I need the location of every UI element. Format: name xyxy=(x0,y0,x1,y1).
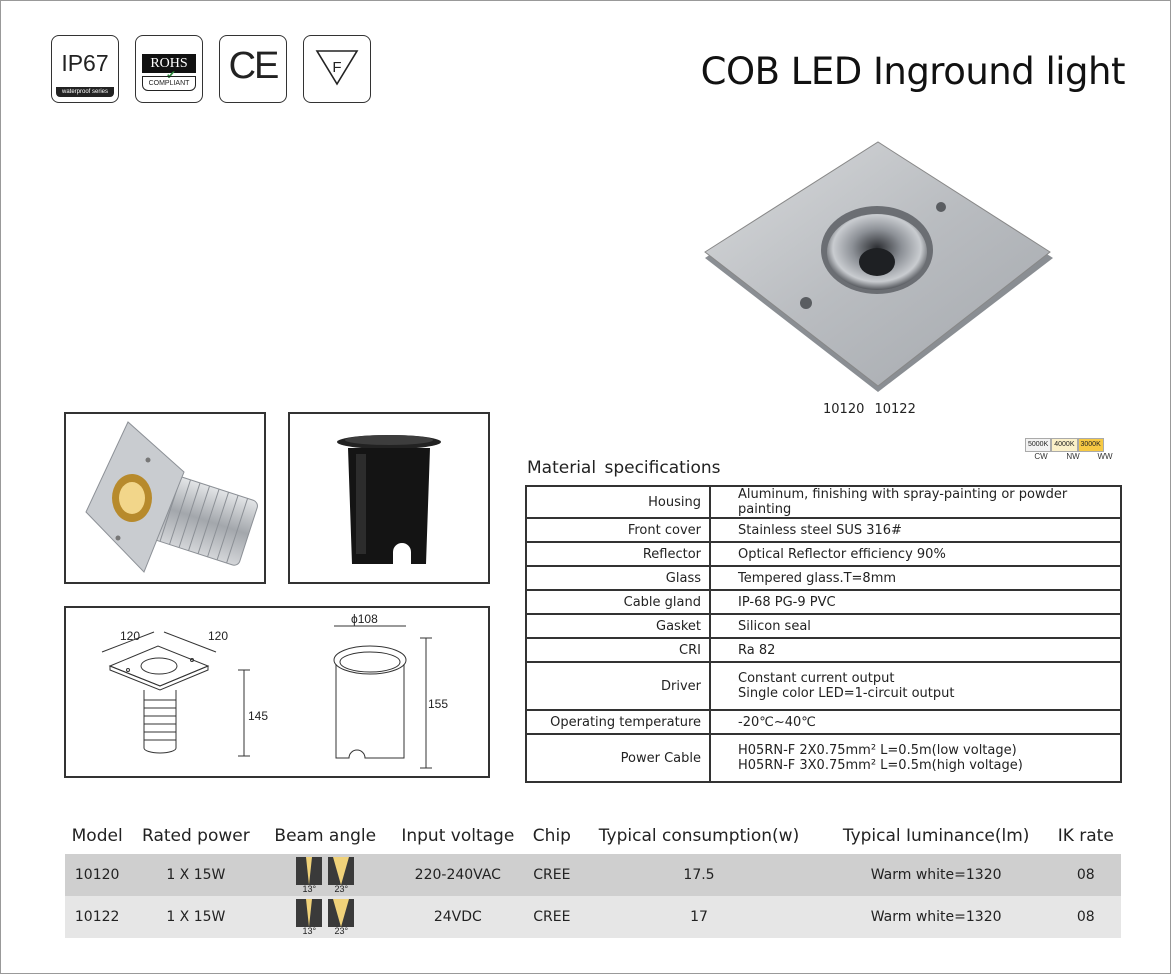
ip-rating-text: IP67 xyxy=(61,50,109,76)
dim-diameter-label: ϕ108 xyxy=(351,612,378,626)
spec-value xyxy=(710,710,1121,734)
spec-value-line: Optical Reflector efficiency 90% xyxy=(738,546,946,562)
spec-value-line: IP-68 PG-9 PVC xyxy=(738,594,836,610)
ip67-badge xyxy=(51,35,119,103)
product-image xyxy=(700,140,1060,400)
beam-label-narrow: 13° xyxy=(302,883,317,894)
spec-value-line: Tempered glass.T=8mm xyxy=(738,570,897,586)
spec-value xyxy=(710,662,1121,710)
model-cell: 10122 xyxy=(65,896,129,938)
ce-badge xyxy=(219,35,287,103)
beam-cell xyxy=(262,854,388,896)
cct-legend xyxy=(1025,438,1121,461)
beam-label-narrow: 13° xyxy=(302,925,317,936)
consumption-cell: 17 xyxy=(576,896,822,938)
page-title: COB LED Inground light xyxy=(700,50,1125,93)
cct-chip-ww: 3000K xyxy=(1078,438,1104,452)
dim-height-label: 145 xyxy=(248,709,269,723)
spec-row xyxy=(526,486,1121,518)
rohs-badge xyxy=(135,35,203,103)
spec-row xyxy=(526,614,1121,638)
product-model-caption: 10120 10122 xyxy=(823,402,916,417)
model-table xyxy=(65,818,1121,938)
spec-value xyxy=(710,486,1121,518)
model-cell: 10120 xyxy=(65,854,129,896)
spec-row xyxy=(526,518,1121,542)
spec-row xyxy=(526,638,1121,662)
cct-label-nw: NW xyxy=(1066,452,1080,461)
f-mark-icon xyxy=(304,36,372,104)
spec-value xyxy=(710,638,1121,662)
spec-key: Front cover xyxy=(526,518,710,542)
spec-row xyxy=(526,566,1121,590)
spec-value xyxy=(710,590,1121,614)
beam-narrow-icon xyxy=(296,857,322,885)
cct-chip-cw: 5000K xyxy=(1025,438,1051,452)
chip-cell: CREE xyxy=(528,896,577,938)
spec-value-line: H05RN-F 2X0.75mm² L=0.5m(low voltage) xyxy=(738,743,1017,758)
dim-depth-label: 120 xyxy=(208,629,229,643)
spec-key: Reflector xyxy=(526,542,710,566)
spec-value-line: Constant current output xyxy=(738,671,895,686)
cct-label-ww: WW xyxy=(1097,452,1113,461)
rohs-text: ROHS xyxy=(142,54,196,73)
spec-value xyxy=(710,566,1121,590)
spec-value-line: Ra 82 xyxy=(738,642,776,658)
ik-cell: 08 xyxy=(1050,896,1121,938)
spec-key: Driver xyxy=(526,662,710,710)
check-icon: ✔ xyxy=(166,68,177,82)
dimension-drawing xyxy=(64,606,490,778)
power-cell: 1 X 15W xyxy=(129,854,262,896)
spec-value xyxy=(710,542,1121,566)
spec-key: Gasket xyxy=(526,614,710,638)
spec-row xyxy=(526,662,1121,710)
col-beam-angle: Beam angle xyxy=(274,826,377,846)
voltage-cell: 24VDC xyxy=(388,896,527,938)
consumption-cell: 17.5 xyxy=(576,854,822,896)
fixture-side-illustration xyxy=(66,414,264,582)
spec-value xyxy=(710,614,1121,638)
col-luminance: Typical Iuminance(lm) xyxy=(842,826,1030,846)
side-view-image xyxy=(64,412,266,584)
spec-value xyxy=(710,734,1121,782)
beam-label-wide: 23° xyxy=(334,883,349,894)
cct-label-cw: CW xyxy=(1034,452,1048,461)
spec-value-line: Stainless steel SUS 316# xyxy=(738,522,902,538)
spec-key: Operating temperature xyxy=(526,710,710,734)
luminance-cell: Warm white=1320 xyxy=(822,896,1051,938)
sleeve-illustration xyxy=(290,414,488,582)
spec-key: Cable gland xyxy=(526,590,710,614)
col-ik-rate: IK rate xyxy=(1057,826,1114,846)
col-chip: Chip xyxy=(532,826,571,846)
spec-row xyxy=(526,590,1121,614)
ik-cell: 08 xyxy=(1050,854,1121,896)
spec-value-line: -20℃~40℃ xyxy=(738,714,816,730)
col-consumption: Typical consumption(w) xyxy=(598,826,800,846)
spec-key: Power Cable xyxy=(526,734,710,782)
beam-cell xyxy=(262,896,388,938)
ip-sub-text: waterproof series xyxy=(56,87,114,97)
dimension-illustration xyxy=(66,608,488,776)
table-row xyxy=(65,854,1121,896)
dim-sleeve-height-label: 155 xyxy=(428,697,449,711)
spec-row xyxy=(526,734,1121,782)
spec-title: Material specifications xyxy=(527,458,721,478)
cct-chip-nw: 4000K xyxy=(1051,438,1077,452)
col-rated-power: Rated power xyxy=(142,826,250,846)
spec-key: CRI xyxy=(526,638,710,662)
power-cell: 1 X 15W xyxy=(129,896,262,938)
embedded-sleeve-image xyxy=(288,412,490,584)
spec-key: Housing xyxy=(526,486,710,518)
beam-wide-icon xyxy=(328,857,354,885)
dim-width-label: 120 xyxy=(120,629,141,643)
rohs-compliant-text: COMPLIANT xyxy=(142,76,196,91)
spec-value-line: Silicon seal xyxy=(738,618,811,634)
col-input-voltage: Input voltage xyxy=(401,826,515,846)
ce-mark-text: CE xyxy=(228,45,278,87)
table-row xyxy=(65,896,1121,938)
spec-row xyxy=(526,710,1121,734)
voltage-cell: 220-240VAC xyxy=(388,854,527,896)
spec-row xyxy=(526,542,1121,566)
spec-value-line: H05RN-F 3X0.75mm² L=0.5m(high voltage) xyxy=(738,758,1023,773)
spec-key: Glass xyxy=(526,566,710,590)
spec-value-line: Single color LED=1-circuit output xyxy=(738,686,955,701)
spec-table xyxy=(525,485,1122,783)
f-mark-letter: F xyxy=(332,59,342,76)
beam-label-wide: 23° xyxy=(334,925,349,936)
f-mark-badge xyxy=(303,35,371,103)
luminance-cell: Warm white=1320 xyxy=(822,854,1051,896)
spec-value-line: Aluminum, finishing with spray-painting or powder painting xyxy=(738,487,1068,517)
spec-value xyxy=(710,518,1121,542)
beam-narrow-icon xyxy=(296,899,322,927)
beam-wide-icon xyxy=(328,899,354,927)
chip-cell: CREE xyxy=(528,854,577,896)
col-model: Model xyxy=(71,826,123,846)
